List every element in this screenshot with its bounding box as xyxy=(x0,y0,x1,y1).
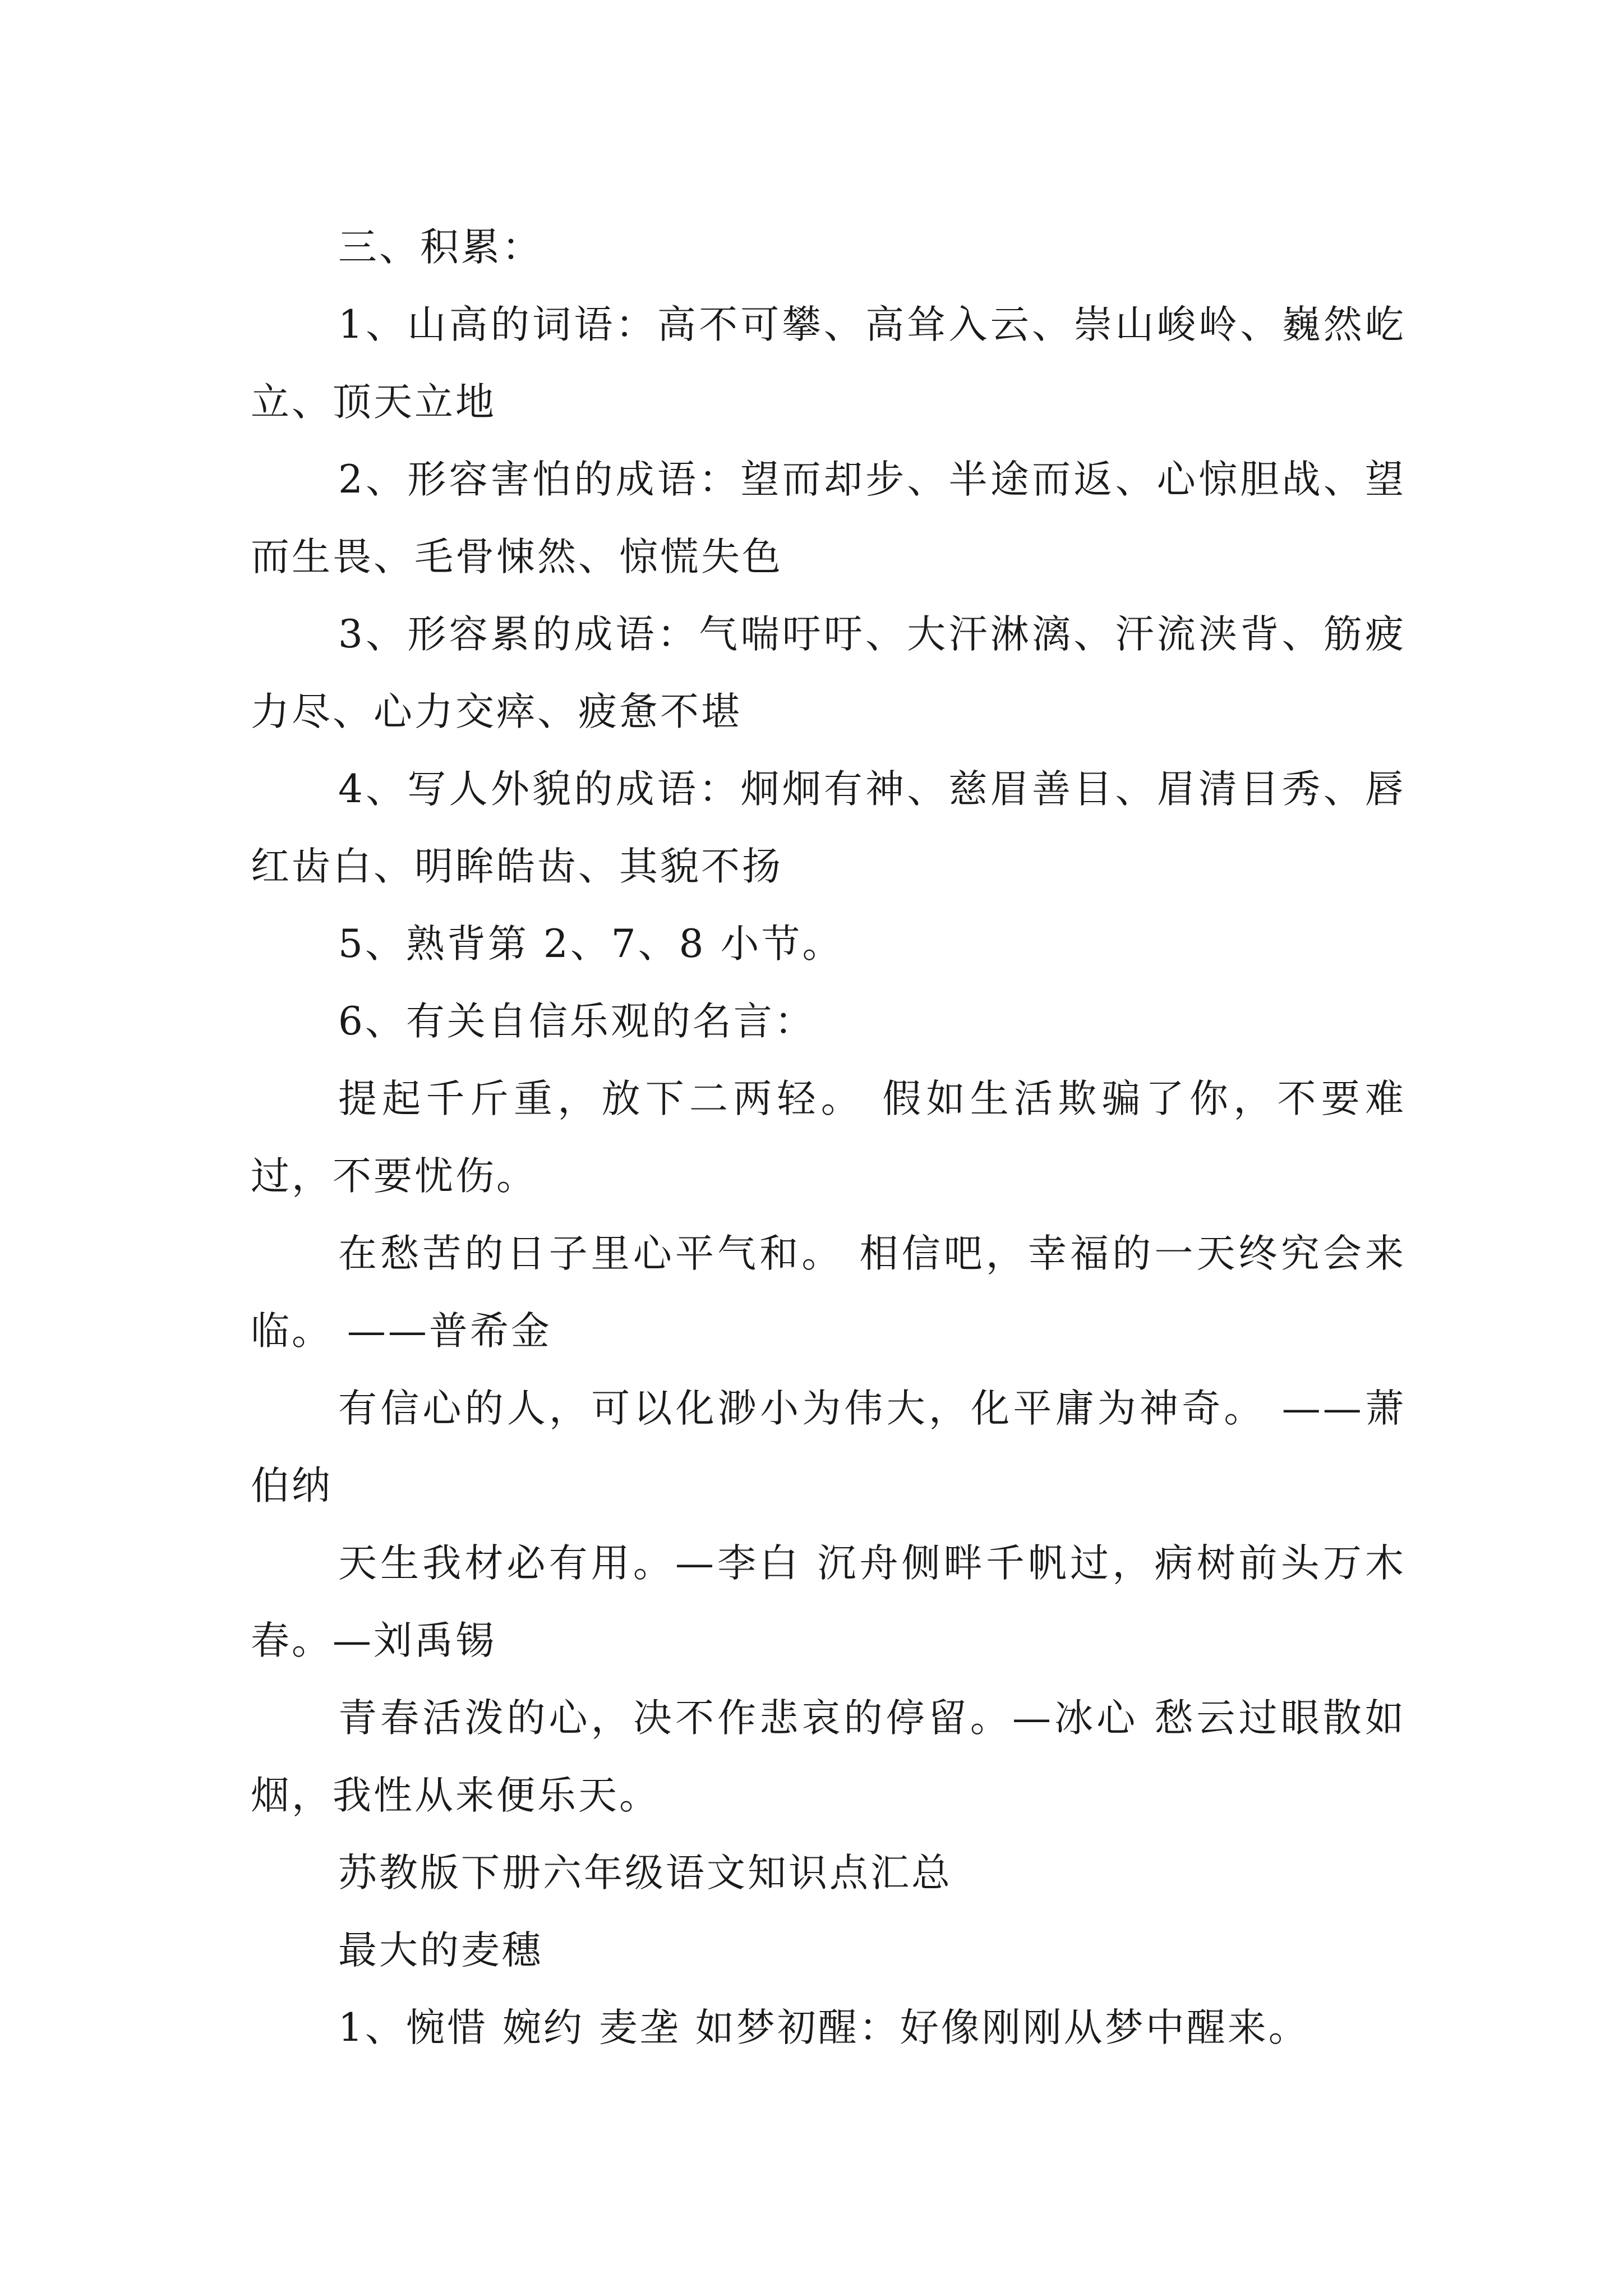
quote-paragraph: 青春活泼的心，决不作悲哀的停留。—冰心 愁云过眼散如烟，我性从来便乐天。 xyxy=(251,1696,1406,1818)
quote-paragraph: 提起千斤重，放下二两轻。 假如生活欺骗了你，不要难过，不要忧伤。 xyxy=(251,1076,1406,1199)
document-body xyxy=(251,209,1406,2067)
paragraph: 2、形容害怕的成语：望而却步、半途而返、心惊胆战、望而生畏、毛骨悚然、惊慌失色 xyxy=(251,457,1406,579)
paragraph: 1、山高的词语：高不可攀、高耸入云、崇山峻岭、巍然屹立、顶天立地 xyxy=(251,302,1406,425)
lesson-title: 最大的麦穗 xyxy=(338,1928,543,1973)
section-heading: 三、积累： xyxy=(338,225,543,270)
paragraph: 3、形容累的成语：气喘吁吁、大汗淋漓、汗流浃背、筋疲力尽、心力交瘁、疲惫不堪 xyxy=(251,612,1406,734)
paragraph: 4、写人外貌的成语：炯炯有神、慈眉善目、眉清目秀、唇红齿白、明眸皓齿、其貌不扬 xyxy=(251,767,1406,889)
quote-paragraph: 天生我材必有用。—李白 沉舟侧畔千帆过，病树前头万木春。—刘禹锡 xyxy=(251,1541,1406,1663)
paragraph: 5、熟背第 2、7、8 小节。 xyxy=(338,922,843,967)
paragraph: 1、惋惜 婉约 麦垄 如梦初醒：好像刚刚从梦中醒来。 xyxy=(338,2005,1310,2050)
quote-paragraph: 在愁苦的日子里心平气和。 相信吧，幸福的一天终究会来临。 ——普希金 xyxy=(251,1231,1406,1354)
quote-paragraph: 有信心的人，可以化渺小为伟大，化平庸为神奇。 ——萧伯纳 xyxy=(251,1386,1406,1508)
paragraph: 6、有关自信乐观的名言： xyxy=(338,999,815,1044)
section-heading: 苏教版下册六年级语文知识点汇总 xyxy=(338,1851,952,1895)
